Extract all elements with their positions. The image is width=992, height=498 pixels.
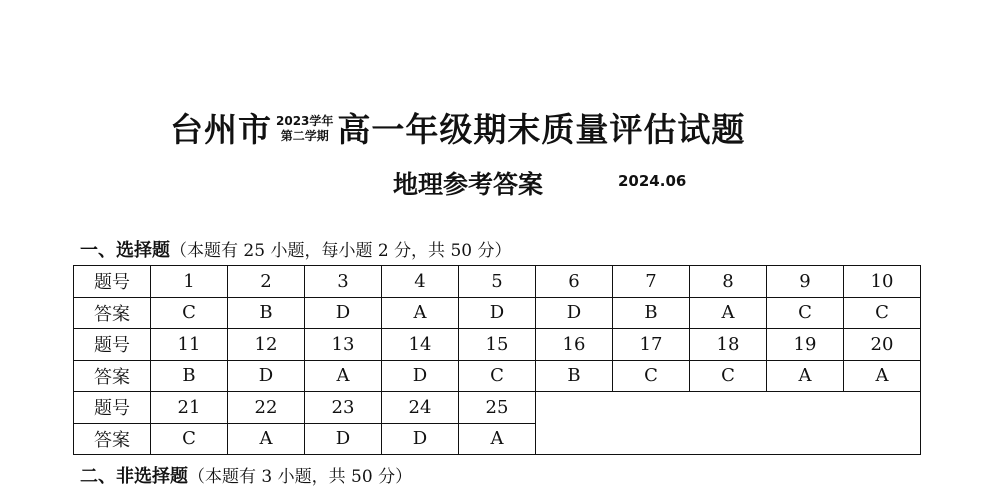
answer-cell: A bbox=[305, 360, 382, 392]
section-choice-title: 一、选择题 bbox=[80, 240, 170, 261]
table-row-answers-2 bbox=[74, 360, 921, 392]
answer-cell: C bbox=[613, 360, 690, 392]
answer-cell: B bbox=[536, 360, 613, 392]
question-number: 3 bbox=[305, 266, 382, 298]
question-number: 18 bbox=[690, 329, 767, 361]
answer-cell: A bbox=[767, 360, 844, 392]
question-number: 1 bbox=[151, 266, 228, 298]
term-year: 2023学年 bbox=[276, 113, 334, 128]
question-number: 9 bbox=[767, 266, 844, 298]
question-number: 16 bbox=[536, 329, 613, 361]
answer-cell: C bbox=[459, 360, 536, 392]
section-choice-note: （本题有 25 小题，每小题 2 分，共 50 分） bbox=[170, 241, 512, 261]
exam-title bbox=[170, 104, 745, 151]
row-label-answer: 答案 bbox=[74, 297, 151, 329]
question-number: 13 bbox=[305, 329, 382, 361]
answer-cell: D bbox=[536, 297, 613, 329]
empty-cell-block bbox=[536, 392, 921, 455]
answer-cell: D bbox=[305, 423, 382, 455]
answer-cell: A bbox=[228, 423, 305, 455]
question-number: 11 bbox=[151, 329, 228, 361]
table-row-numbers-2 bbox=[74, 329, 921, 361]
answer-cell: B bbox=[151, 360, 228, 392]
section-free-response-title: 二、非选择题 bbox=[80, 466, 188, 487]
answer-cell: A bbox=[690, 297, 767, 329]
answer-cell: D bbox=[305, 297, 382, 329]
question-number: 24 bbox=[382, 392, 459, 424]
question-number: 5 bbox=[459, 266, 536, 298]
answer-cell: A bbox=[459, 423, 536, 455]
question-number: 15 bbox=[459, 329, 536, 361]
section-free-response-heading bbox=[80, 462, 412, 488]
answer-cell: B bbox=[228, 297, 305, 329]
table-row-numbers-1 bbox=[74, 266, 921, 298]
answer-cell: D bbox=[382, 423, 459, 455]
term-semester: 第二学期 bbox=[280, 128, 329, 143]
answer-cell: C bbox=[151, 423, 228, 455]
question-number: 6 bbox=[536, 266, 613, 298]
table-row-numbers-3 bbox=[74, 392, 921, 424]
answer-cell: A bbox=[844, 360, 921, 392]
answer-cell: D bbox=[459, 297, 536, 329]
answer-cell: D bbox=[382, 360, 459, 392]
question-number: 8 bbox=[690, 266, 767, 298]
answer-cell: D bbox=[228, 360, 305, 392]
answer-cell: B bbox=[613, 297, 690, 329]
section-choice-heading bbox=[80, 236, 512, 262]
row-label-question: 题号 bbox=[74, 329, 151, 361]
exam-name: 高一年级期末质量评估试题 bbox=[337, 110, 746, 149]
subtitle: 地理参考答案 bbox=[393, 170, 544, 199]
question-number: 14 bbox=[382, 329, 459, 361]
question-number: 25 bbox=[459, 392, 536, 424]
answer-cell: C bbox=[151, 297, 228, 329]
exam-date: 2024.06 bbox=[618, 172, 687, 190]
row-label-question: 题号 bbox=[74, 266, 151, 298]
row-label-answer: 答案 bbox=[74, 360, 151, 392]
question-number: 23 bbox=[305, 392, 382, 424]
section-free-response-note: （本题有 3 小题，共 50 分） bbox=[188, 467, 413, 487]
table-row-answers-1 bbox=[74, 297, 921, 329]
answer-cell: A bbox=[382, 297, 459, 329]
question-number: 22 bbox=[228, 392, 305, 424]
answer-cell: C bbox=[767, 297, 844, 329]
question-number: 4 bbox=[382, 266, 459, 298]
row-label-question: 题号 bbox=[74, 392, 151, 424]
question-number: 17 bbox=[613, 329, 690, 361]
question-number: 12 bbox=[228, 329, 305, 361]
question-number: 19 bbox=[767, 329, 844, 361]
term-label bbox=[276, 112, 333, 144]
row-label-answer: 答案 bbox=[74, 423, 151, 455]
question-number: 21 bbox=[151, 392, 228, 424]
question-number: 7 bbox=[613, 266, 690, 298]
answer-table bbox=[73, 265, 921, 455]
answer-cell: C bbox=[844, 297, 921, 329]
answer-cell: C bbox=[690, 360, 767, 392]
city-name: 台州市 bbox=[170, 110, 272, 149]
question-number: 2 bbox=[228, 266, 305, 298]
question-number: 20 bbox=[844, 329, 921, 361]
question-number: 10 bbox=[844, 266, 921, 298]
